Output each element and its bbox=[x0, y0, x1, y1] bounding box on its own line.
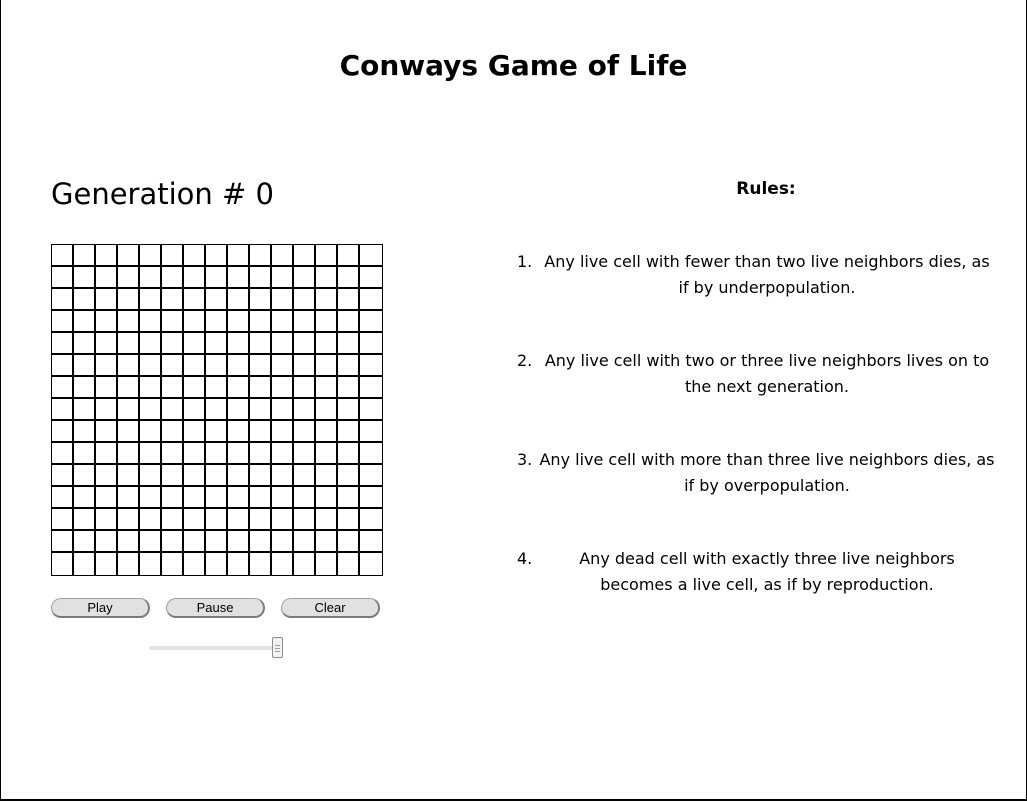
grid-cell[interactable] bbox=[294, 509, 316, 531]
grid-cell[interactable] bbox=[118, 267, 140, 289]
grid-cell[interactable] bbox=[316, 289, 338, 311]
rule-text: Any live cell with two or three live neighbors lives on to the next generation. bbox=[544, 351, 990, 396]
grid-cell[interactable] bbox=[272, 267, 294, 289]
grid-cell[interactable] bbox=[360, 377, 382, 399]
grid-cell[interactable] bbox=[294, 465, 316, 487]
grid-cell[interactable] bbox=[52, 333, 74, 355]
grid-cell[interactable] bbox=[360, 531, 382, 553]
grid-cell[interactable] bbox=[272, 443, 294, 465]
rule-text: Any dead cell with exactly three live neighbors becomes a live cell, as if by reproduction. bbox=[579, 549, 955, 594]
grid-cell[interactable] bbox=[228, 553, 250, 575]
grid-cell[interactable] bbox=[338, 509, 360, 531]
grid-cell[interactable] bbox=[184, 377, 206, 399]
grid-cell[interactable] bbox=[74, 399, 96, 421]
grid-cell[interactable] bbox=[228, 267, 250, 289]
rule-number: 3. bbox=[517, 450, 533, 469]
grid-cell[interactable] bbox=[294, 487, 316, 509]
grid-cell[interactable] bbox=[338, 531, 360, 553]
grid-cell[interactable] bbox=[96, 531, 118, 553]
grid-cell[interactable] bbox=[272, 465, 294, 487]
grid-cell[interactable] bbox=[140, 333, 162, 355]
grid-cell[interactable] bbox=[96, 289, 118, 311]
speed-slider-thumb[interactable] bbox=[272, 637, 283, 658]
grid-cell[interactable] bbox=[140, 553, 162, 575]
grid-cell[interactable] bbox=[118, 355, 140, 377]
grid-cell[interactable] bbox=[360, 421, 382, 443]
grid-cell[interactable] bbox=[162, 355, 184, 377]
grid-cell[interactable] bbox=[338, 443, 360, 465]
grid-cell[interactable] bbox=[206, 399, 228, 421]
grid-cell[interactable] bbox=[52, 465, 74, 487]
grid-cell[interactable] bbox=[52, 531, 74, 553]
rule-number: 2. bbox=[517, 351, 533, 370]
grid-cell[interactable] bbox=[206, 311, 228, 333]
grid-cell[interactable] bbox=[250, 421, 272, 443]
grid-cell[interactable] bbox=[228, 465, 250, 487]
grid-cell[interactable] bbox=[140, 487, 162, 509]
grid-cell[interactable] bbox=[338, 267, 360, 289]
grid-cell[interactable] bbox=[118, 443, 140, 465]
grid-cell[interactable] bbox=[184, 311, 206, 333]
grid-cell[interactable] bbox=[52, 289, 74, 311]
grid-cell[interactable] bbox=[74, 245, 96, 267]
grid-cell[interactable] bbox=[118, 333, 140, 355]
grid-cell[interactable] bbox=[52, 267, 74, 289]
grid-cell[interactable] bbox=[228, 487, 250, 509]
grid-cell[interactable] bbox=[162, 245, 184, 267]
grid-cell[interactable] bbox=[74, 465, 96, 487]
grid-cell[interactable] bbox=[250, 311, 272, 333]
grid-cell[interactable] bbox=[272, 355, 294, 377]
grid-cell[interactable] bbox=[140, 509, 162, 531]
grid-cell[interactable] bbox=[250, 399, 272, 421]
grid-cell[interactable] bbox=[338, 311, 360, 333]
grid-cell[interactable] bbox=[250, 245, 272, 267]
grid-cell[interactable] bbox=[360, 465, 382, 487]
grid-cell[interactable] bbox=[140, 289, 162, 311]
grid-cell[interactable] bbox=[316, 333, 338, 355]
grid-cell[interactable] bbox=[162, 333, 184, 355]
grid-cell[interactable] bbox=[52, 509, 74, 531]
pause-button[interactable]: Pause bbox=[166, 598, 265, 618]
grid-cell[interactable] bbox=[316, 267, 338, 289]
grid-cell[interactable] bbox=[74, 421, 96, 443]
grid-cell[interactable] bbox=[360, 333, 382, 355]
grid-cell[interactable] bbox=[52, 553, 74, 575]
grid-cell[interactable] bbox=[184, 553, 206, 575]
grid-cell[interactable] bbox=[316, 377, 338, 399]
grid-cell[interactable] bbox=[272, 289, 294, 311]
grid-cell[interactable] bbox=[294, 553, 316, 575]
grid-cell[interactable] bbox=[140, 399, 162, 421]
grid-cell[interactable] bbox=[96, 443, 118, 465]
grid-cell[interactable] bbox=[74, 289, 96, 311]
grid-cell[interactable] bbox=[250, 289, 272, 311]
grid-cell[interactable] bbox=[316, 421, 338, 443]
grid-cell[interactable] bbox=[250, 531, 272, 553]
grid-cell[interactable] bbox=[118, 377, 140, 399]
grid-cell[interactable] bbox=[294, 311, 316, 333]
grid-cell[interactable] bbox=[250, 377, 272, 399]
grid-cell[interactable] bbox=[228, 421, 250, 443]
grid-cell[interactable] bbox=[118, 289, 140, 311]
grid-cell[interactable] bbox=[96, 421, 118, 443]
grid-cell[interactable] bbox=[118, 311, 140, 333]
grid-cell[interactable] bbox=[316, 487, 338, 509]
grid-cell[interactable] bbox=[294, 245, 316, 267]
grid-cell[interactable] bbox=[316, 509, 338, 531]
grid-cell[interactable] bbox=[140, 421, 162, 443]
grid-cell[interactable] bbox=[338, 377, 360, 399]
clear-button[interactable]: Clear bbox=[281, 598, 380, 618]
grid-cell[interactable] bbox=[140, 465, 162, 487]
grid-cell[interactable] bbox=[272, 487, 294, 509]
grid-cell[interactable] bbox=[360, 355, 382, 377]
grid-cell[interactable] bbox=[52, 377, 74, 399]
grid-cell[interactable] bbox=[74, 377, 96, 399]
grid-cell[interactable] bbox=[360, 245, 382, 267]
grid-cell[interactable] bbox=[206, 421, 228, 443]
generation-count: 0 bbox=[255, 177, 274, 211]
game-grid[interactable] bbox=[51, 244, 383, 576]
grid-cell[interactable] bbox=[228, 399, 250, 421]
grid-cell[interactable] bbox=[74, 553, 96, 575]
grid-cell[interactable] bbox=[338, 399, 360, 421]
grid-cell[interactable] bbox=[74, 487, 96, 509]
grid-cell[interactable] bbox=[294, 333, 316, 355]
grid-cell[interactable] bbox=[206, 553, 228, 575]
grid-cell[interactable] bbox=[184, 465, 206, 487]
grid-cell[interactable] bbox=[118, 465, 140, 487]
grid-cell[interactable] bbox=[206, 531, 228, 553]
grid-cell[interactable] bbox=[184, 399, 206, 421]
grid-cell[interactable] bbox=[206, 377, 228, 399]
grid-cell[interactable] bbox=[162, 443, 184, 465]
generation-label: Generation # bbox=[51, 177, 256, 211]
grid-cell[interactable] bbox=[228, 355, 250, 377]
grid-cell[interactable] bbox=[360, 553, 382, 575]
grid-cell[interactable] bbox=[118, 421, 140, 443]
grid-cell[interactable] bbox=[140, 267, 162, 289]
grid-cell[interactable] bbox=[96, 377, 118, 399]
speed-slider-track[interactable] bbox=[149, 646, 281, 650]
grid-cell[interactable] bbox=[206, 443, 228, 465]
grid-cell[interactable] bbox=[316, 465, 338, 487]
rule-text: Any live cell with more than three live neighbors dies, as if by overpopulation. bbox=[539, 450, 995, 495]
grid-cell[interactable] bbox=[360, 289, 382, 311]
grid-cell[interactable] bbox=[162, 289, 184, 311]
grid-cell[interactable] bbox=[140, 443, 162, 465]
grid-cell[interactable] bbox=[162, 421, 184, 443]
grid-cell[interactable] bbox=[294, 421, 316, 443]
grid-cell[interactable] bbox=[162, 553, 184, 575]
grid-cell[interactable] bbox=[272, 531, 294, 553]
grid-cell[interactable] bbox=[140, 355, 162, 377]
grid-cell[interactable] bbox=[228, 245, 250, 267]
rule-number: 4. bbox=[517, 549, 533, 568]
grid-cell[interactable] bbox=[338, 289, 360, 311]
grid-cell[interactable] bbox=[74, 311, 96, 333]
grid-cell[interactable] bbox=[140, 377, 162, 399]
grid-cell[interactable] bbox=[294, 531, 316, 553]
grid-cell[interactable] bbox=[96, 509, 118, 531]
grid-cell[interactable] bbox=[228, 443, 250, 465]
grid-cell[interactable] bbox=[294, 443, 316, 465]
grid-cell[interactable] bbox=[338, 465, 360, 487]
grid-cell[interactable] bbox=[96, 399, 118, 421]
grid-cell[interactable] bbox=[206, 487, 228, 509]
grid-cell[interactable] bbox=[338, 333, 360, 355]
grid-cell[interactable] bbox=[250, 509, 272, 531]
grid-cell[interactable] bbox=[228, 289, 250, 311]
grid-cell[interactable] bbox=[96, 267, 118, 289]
grid-cell[interactable] bbox=[162, 509, 184, 531]
grid-cell[interactable] bbox=[184, 509, 206, 531]
grid-cell[interactable] bbox=[228, 311, 250, 333]
grid-cell[interactable] bbox=[96, 311, 118, 333]
grid-cell[interactable] bbox=[52, 245, 74, 267]
grid-cell[interactable] bbox=[206, 465, 228, 487]
grid-cell[interactable] bbox=[162, 311, 184, 333]
grid-cell[interactable] bbox=[206, 245, 228, 267]
grid-cell[interactable] bbox=[96, 465, 118, 487]
grid-cell[interactable] bbox=[74, 531, 96, 553]
grid-cell[interactable] bbox=[338, 245, 360, 267]
grid-cell[interactable] bbox=[250, 487, 272, 509]
grid-cell[interactable] bbox=[228, 531, 250, 553]
grid-cell[interactable] bbox=[360, 443, 382, 465]
rule-number: 1. bbox=[517, 252, 533, 271]
rules-heading: Rules: bbox=[736, 179, 796, 199]
grid-cell[interactable] bbox=[74, 333, 96, 355]
grid-cell[interactable] bbox=[184, 333, 206, 355]
grid-cell[interactable] bbox=[162, 465, 184, 487]
grip-icon bbox=[275, 645, 280, 652]
grid-cell[interactable] bbox=[272, 311, 294, 333]
grid-cell[interactable] bbox=[250, 465, 272, 487]
grid-cell[interactable] bbox=[162, 531, 184, 553]
grid-cell[interactable] bbox=[250, 553, 272, 575]
grid-cell[interactable] bbox=[360, 399, 382, 421]
grid-cell[interactable] bbox=[140, 311, 162, 333]
grid-cell[interactable] bbox=[316, 553, 338, 575]
grid-cell[interactable] bbox=[74, 443, 96, 465]
grid-cell[interactable] bbox=[316, 399, 338, 421]
grid-cell[interactable] bbox=[118, 531, 140, 553]
grid-cell[interactable] bbox=[294, 267, 316, 289]
grid-cell[interactable] bbox=[52, 443, 74, 465]
grid-cell[interactable] bbox=[96, 245, 118, 267]
grid-cell[interactable] bbox=[294, 289, 316, 311]
grid-cell[interactable] bbox=[118, 245, 140, 267]
grid-cell[interactable] bbox=[118, 399, 140, 421]
grid-cell[interactable] bbox=[250, 333, 272, 355]
grid-cell[interactable] bbox=[228, 509, 250, 531]
grid-cell[interactable] bbox=[360, 487, 382, 509]
grid-cell[interactable] bbox=[184, 443, 206, 465]
grid-cell[interactable] bbox=[96, 487, 118, 509]
grid-cell[interactable] bbox=[140, 531, 162, 553]
grid-cell[interactable] bbox=[272, 553, 294, 575]
play-button[interactable]: Play bbox=[51, 598, 150, 618]
grid-cell[interactable] bbox=[294, 355, 316, 377]
grid-cell[interactable] bbox=[52, 421, 74, 443]
grid-cell[interactable] bbox=[316, 311, 338, 333]
grid-cell[interactable] bbox=[52, 487, 74, 509]
grid-cell[interactable] bbox=[184, 267, 206, 289]
grid-cell[interactable] bbox=[294, 377, 316, 399]
grid-cell[interactable] bbox=[74, 267, 96, 289]
rule-text: Any live cell with fewer than two live neighbors dies, as if by underpopulation. bbox=[544, 252, 990, 297]
grid-cell[interactable] bbox=[338, 553, 360, 575]
grid-cell[interactable] bbox=[184, 355, 206, 377]
grid-cell[interactable] bbox=[52, 399, 74, 421]
grid-cell[interactable] bbox=[74, 355, 96, 377]
grid-cell[interactable] bbox=[184, 421, 206, 443]
grid-cell[interactable] bbox=[206, 289, 228, 311]
grid-cell[interactable] bbox=[96, 333, 118, 355]
grid-cell[interactable] bbox=[206, 509, 228, 531]
grid-cell[interactable] bbox=[162, 487, 184, 509]
grid-cell[interactable] bbox=[360, 509, 382, 531]
grid-cell[interactable] bbox=[272, 245, 294, 267]
grid-cell[interactable] bbox=[250, 443, 272, 465]
grid-cell[interactable] bbox=[316, 443, 338, 465]
grid-cell[interactable] bbox=[184, 245, 206, 267]
grid-cell[interactable] bbox=[206, 333, 228, 355]
grid-cell[interactable] bbox=[206, 355, 228, 377]
grid-cell[interactable] bbox=[250, 267, 272, 289]
grid-cell[interactable] bbox=[184, 487, 206, 509]
grid-cell[interactable] bbox=[52, 311, 74, 333]
grid-cell[interactable] bbox=[272, 333, 294, 355]
grid-cell[interactable] bbox=[228, 333, 250, 355]
grid-cell[interactable] bbox=[118, 553, 140, 575]
grid-cell[interactable] bbox=[250, 355, 272, 377]
grid-cell[interactable] bbox=[316, 355, 338, 377]
grid-cell[interactable] bbox=[96, 355, 118, 377]
grid-cell[interactable] bbox=[338, 487, 360, 509]
grid-cell[interactable] bbox=[52, 355, 74, 377]
grid-cell[interactable] bbox=[184, 289, 206, 311]
grid-cell[interactable] bbox=[184, 531, 206, 553]
grid-cell[interactable] bbox=[338, 355, 360, 377]
grid-cell[interactable] bbox=[74, 509, 96, 531]
grid-cell[interactable] bbox=[316, 245, 338, 267]
grid-cell[interactable] bbox=[206, 267, 228, 289]
grid-cell[interactable] bbox=[294, 399, 316, 421]
grid-cell[interactable] bbox=[360, 311, 382, 333]
grid-cell[interactable] bbox=[272, 421, 294, 443]
page-title: Conways Game of Life bbox=[339, 49, 688, 82]
grid-cell[interactable] bbox=[272, 377, 294, 399]
grid-cell[interactable] bbox=[118, 487, 140, 509]
grid-cell[interactable] bbox=[162, 377, 184, 399]
grid-cell[interactable] bbox=[338, 421, 360, 443]
generation-counter bbox=[51, 172, 274, 216]
grid-cell[interactable] bbox=[228, 377, 250, 399]
grid-cell[interactable] bbox=[96, 553, 118, 575]
grid-cell[interactable] bbox=[360, 267, 382, 289]
grid-cell[interactable] bbox=[118, 509, 140, 531]
grid-cell[interactable] bbox=[140, 245, 162, 267]
grid-cell[interactable] bbox=[272, 509, 294, 531]
grid-cell[interactable] bbox=[162, 267, 184, 289]
grid-cell[interactable] bbox=[162, 399, 184, 421]
grid-cell[interactable] bbox=[272, 399, 294, 421]
grid-cell[interactable] bbox=[316, 531, 338, 553]
